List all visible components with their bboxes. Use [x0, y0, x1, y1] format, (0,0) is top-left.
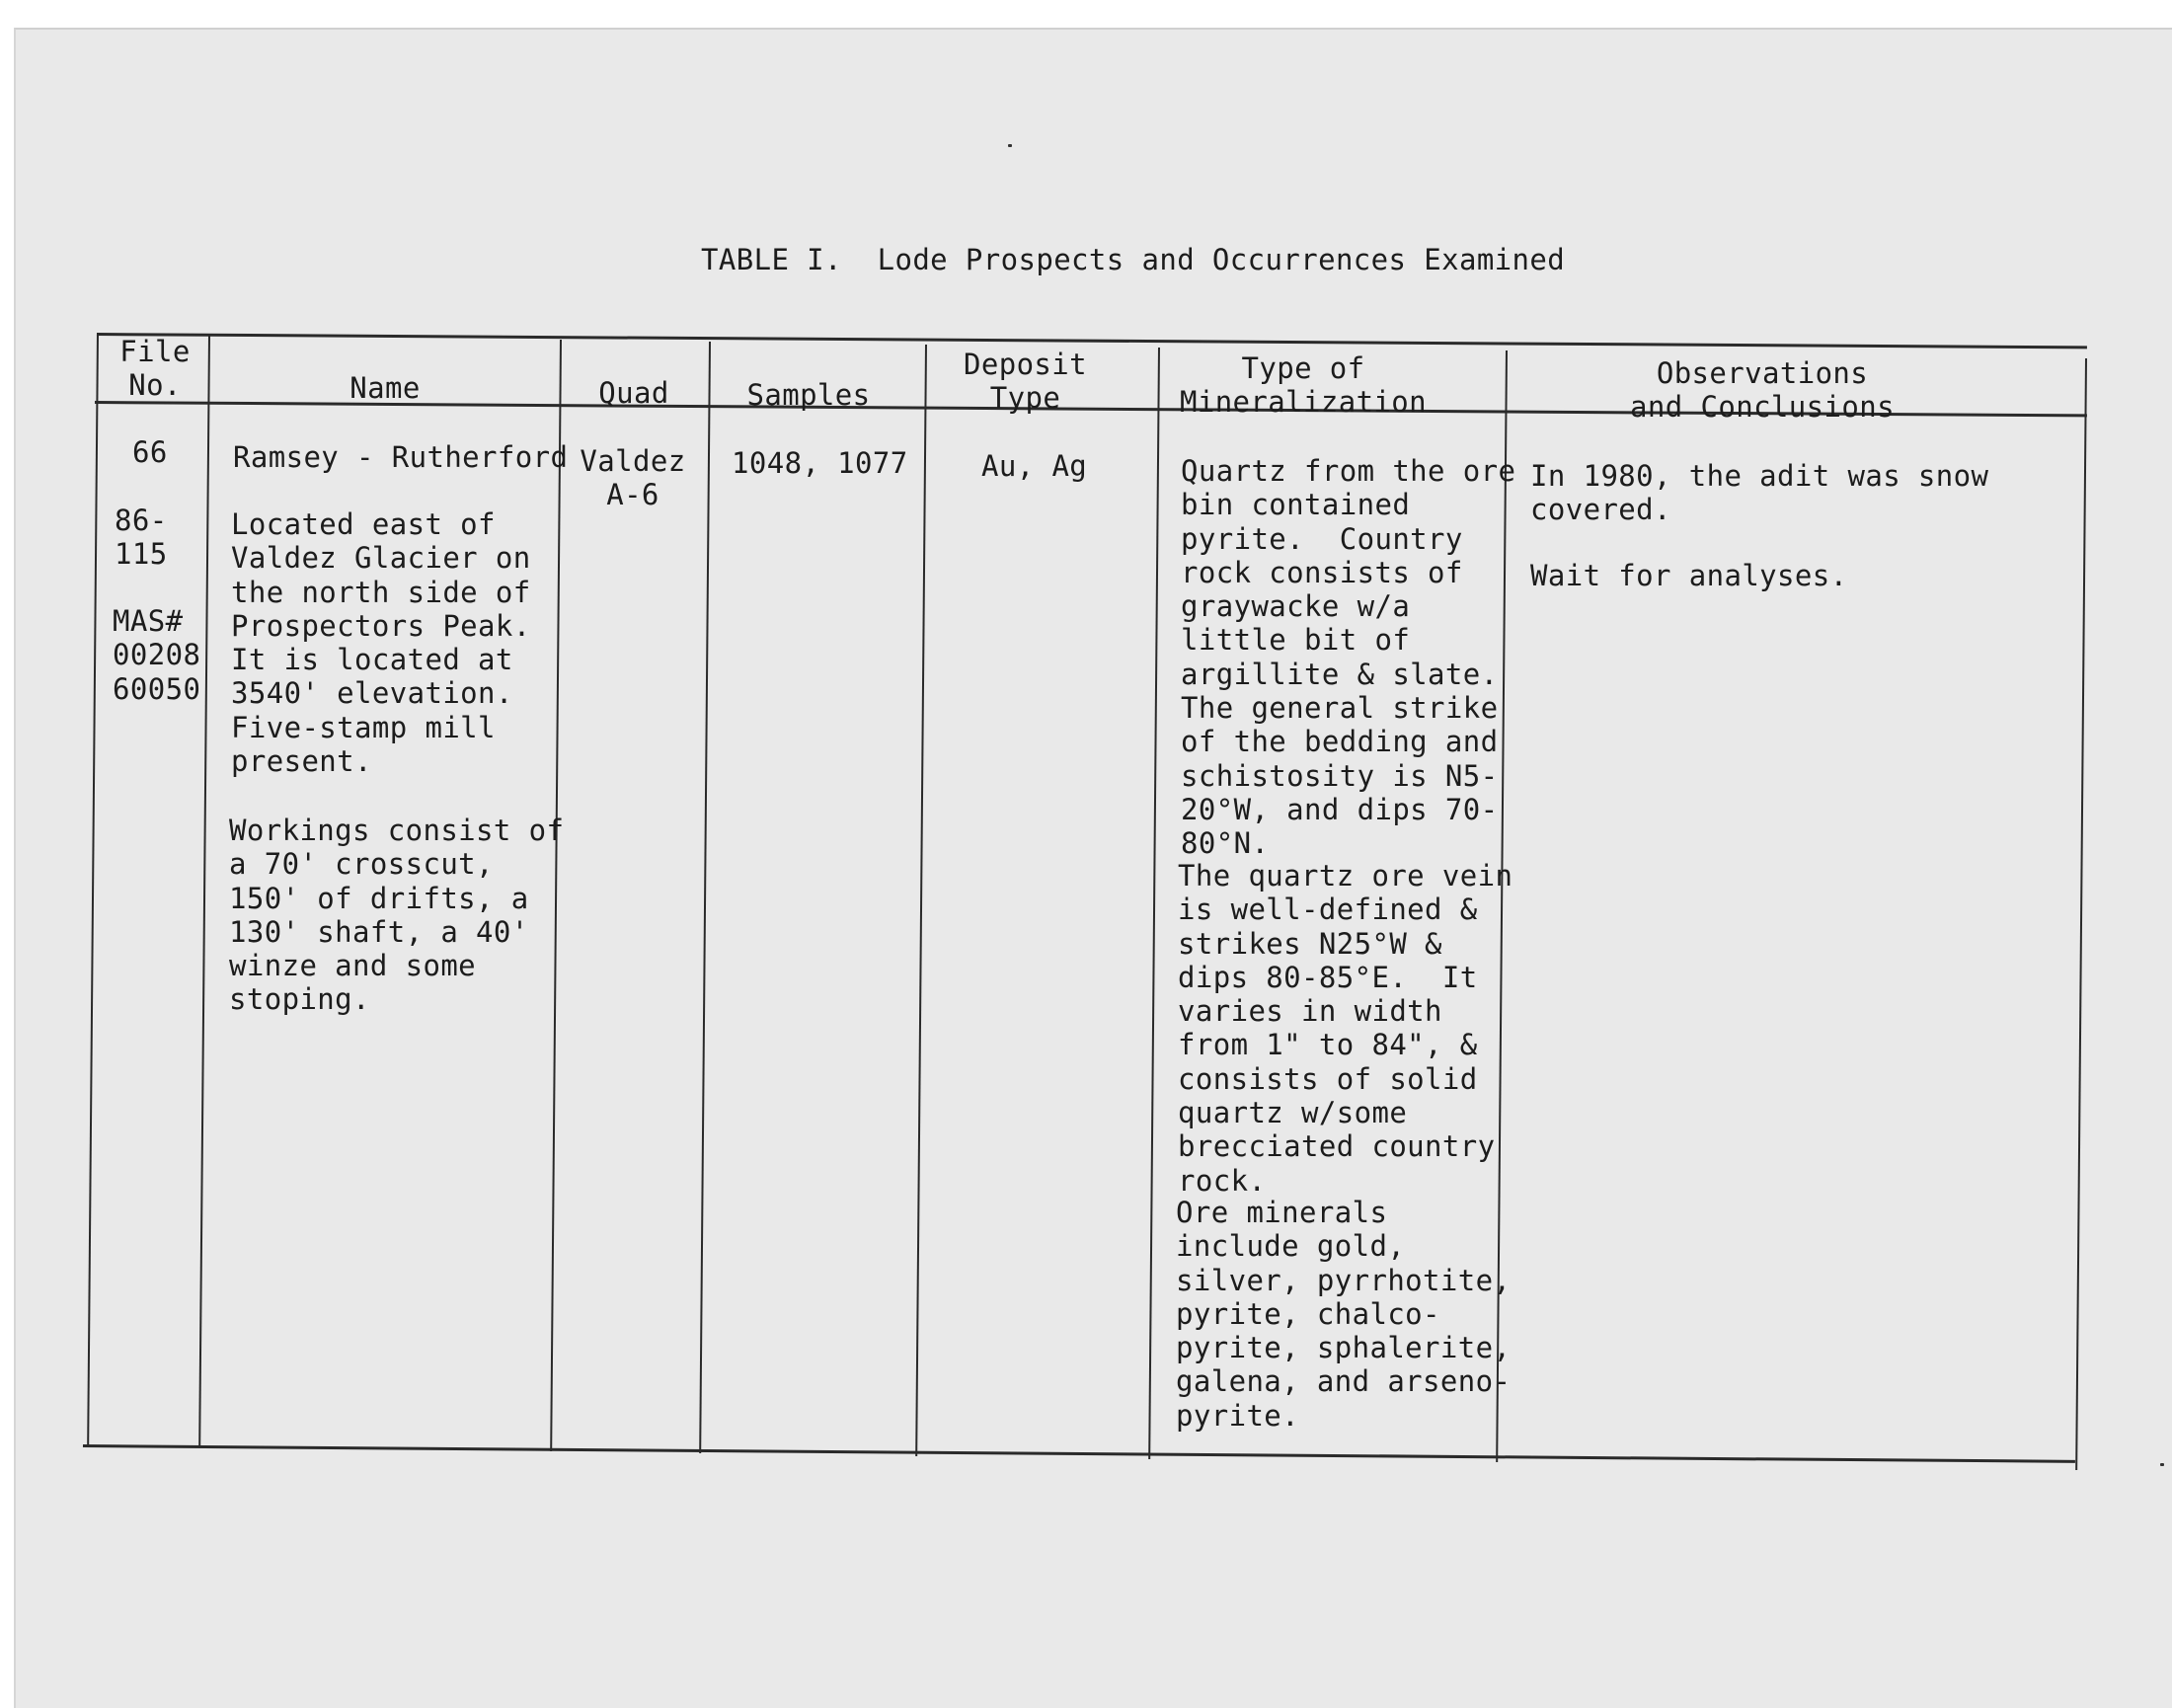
header-observations: Observations and Conclusions — [1630, 356, 1895, 425]
mineralization-text-1: Quartz from the ore bin contained pyrite. Country rock consists of graywacke w/a little bit of argillite & slate. The general strike of the bedding and schistosity is N5- 20°W, and dips 70- 80°N. — [1181, 454, 1516, 861]
header-name: Name — [349, 371, 421, 405]
mineralization-text-2: The quartz ore vein is well-defined & strikes N25°W & dips 80-85°E. It varies in width from 1" to 84", & consists of solid quartz w/some brecciated country rock. — [1178, 859, 1513, 1198]
file-no-66: 66 — [132, 435, 168, 469]
file-no-86-115: 86- 115 — [115, 504, 168, 572]
scan-speck — [1008, 144, 1012, 147]
prospect-name: Ramsey - Rutherford — [233, 440, 569, 474]
prospect-location: Located east of Valdez Glacier on the north side of Prospectors Peak. It is located at 3540' elevation. Five-stamp mill present. — [231, 507, 531, 779]
deposit-type-value: Au, Ag — [981, 449, 1088, 483]
quad-value: Valdez A-6 — [580, 444, 686, 512]
table-title: TABLE I. Lode Prospects and Occurrences Examined — [701, 243, 1566, 276]
scan-speck — [2160, 1463, 2164, 1466]
header-deposit-type: Deposit Type — [963, 348, 1088, 416]
header-type-of-mineralization: Type of Mineralization — [1179, 351, 1428, 420]
header-file-no: File No. — [119, 335, 191, 403]
header-samples: Samples — [746, 378, 871, 412]
samples-value: 1048, 1077 — [732, 446, 908, 480]
file-no-mas: MAS# 00208 60050 — [113, 604, 201, 706]
observations-text-2: Wait for analyses. — [1530, 559, 1848, 592]
prospect-workings: Workings consist of a 70' crosscut, 150' of drifts, a 130' shaft, a 40' winze and some stoping. — [229, 814, 565, 1017]
observations-text-1: In 1980, the adit was snow covered. — [1530, 459, 1989, 527]
header-quad: Quad — [598, 376, 669, 410]
mineralization-text-3: Ore minerals include gold, silver, pyrrhotite, pyrite, chalco- pyrite, sphalerite, galena, and arseno- pyrite. — [1176, 1196, 1512, 1433]
